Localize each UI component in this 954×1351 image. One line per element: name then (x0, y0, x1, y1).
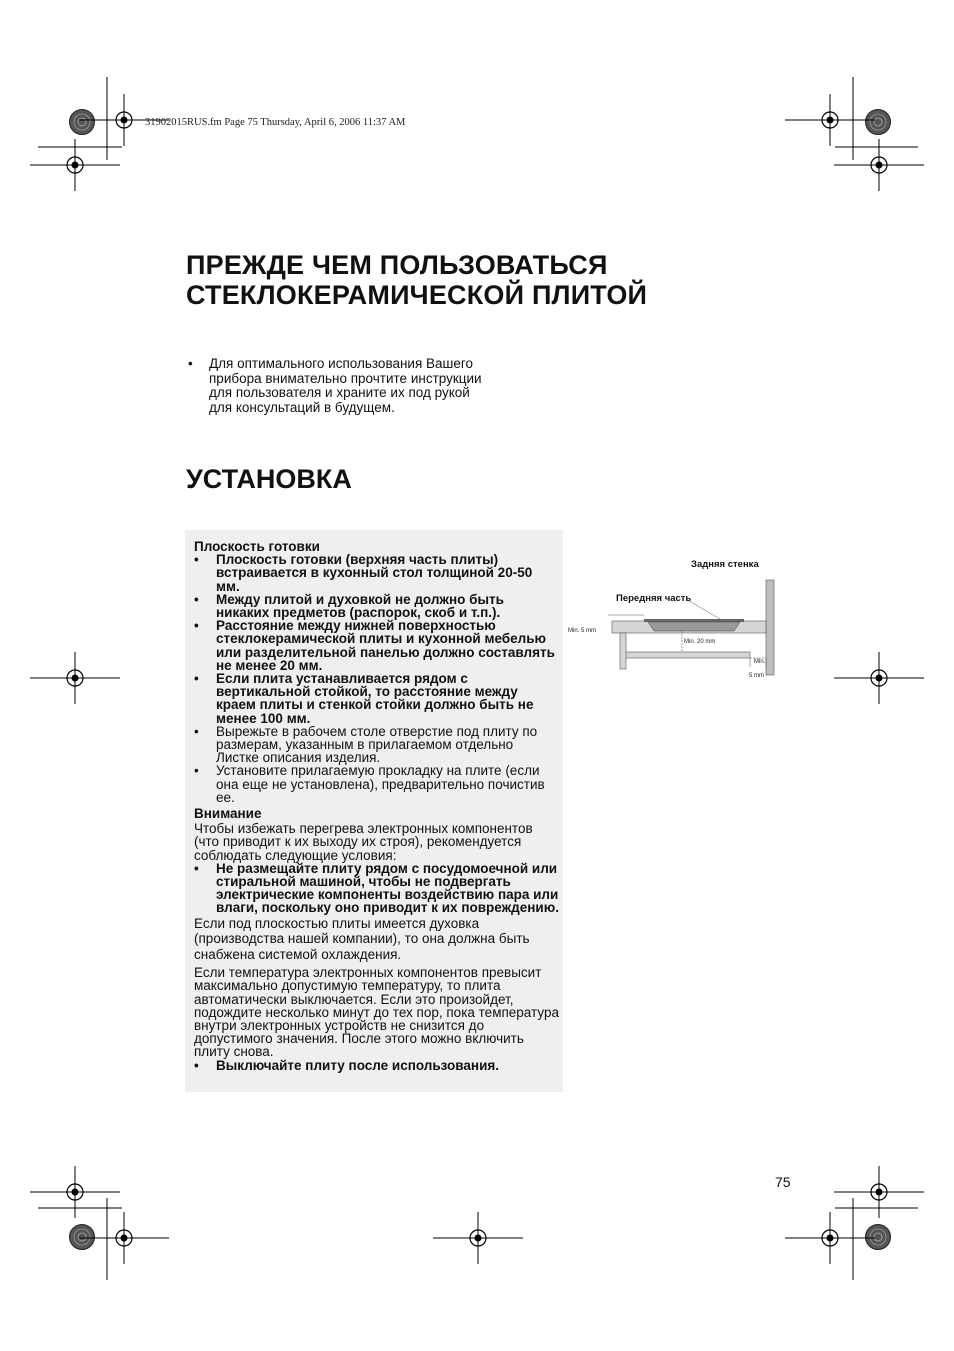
bullet: • (194, 763, 199, 779)
list-item (194, 862, 559, 915)
bullet: • (194, 1057, 199, 1073)
page-number: 75 (775, 1174, 791, 1190)
intro-item (188, 357, 488, 415)
bullet: • (188, 356, 193, 371)
bullet: • (194, 723, 199, 739)
label-5mm-right: 5 mm (749, 673, 764, 679)
page-title (186, 250, 647, 310)
page-title-line-2: СТЕКЛОКЕРАМИЧЕСКОЙ ПЛИТОЙ (186, 280, 648, 310)
installation-panel (185, 530, 563, 1092)
temperature-paragraph: Если температура электронных компонентов превысит максимально допустимую температуру, то плита автоматически выключается. Если это произойдет, подождите несколько минут до тех пор, пока температура внутри электронных устройств не снизится до допустимого значения. После этого можно включить плиту снова. (194, 965, 559, 1060)
list-item-text: Вырежьте в рабочем столе отверстие под плиту по размерам, указанным в прилагаемом отдельно Листке описания изделия. (216, 723, 538, 766)
diagram-drawing (560, 555, 790, 690)
intro-text: Для оптимального использования Вашего прибора внимательно прочтите инструкции для пользователя и храните их под рукой для консультаций в будущем. (209, 356, 482, 415)
cooktop-list (194, 553, 559, 804)
list-item (194, 593, 559, 619)
list-item (194, 764, 559, 804)
list-item (194, 1059, 559, 1072)
list-item (194, 553, 559, 593)
label-min-right: Min. (754, 659, 766, 665)
bullet: • (194, 618, 199, 634)
page-title-line-1: ПРЕЖДЕ ЧЕМ ПОЛЬЗОВАТЬСЯ (186, 250, 608, 280)
attention-text: Чтобы избежать перегрева электронных компонентов (что приводит к их выходу их строя), рекомендуется соблюдать следующие условия: (194, 821, 533, 863)
bullet: • (194, 860, 199, 876)
intro-list (188, 357, 488, 415)
label-min-20mm: Min. 20 mm (684, 639, 716, 645)
list-item (194, 725, 559, 765)
list-item-text: Плоскость готовки (верхняя часть плиты) встраивается в кухонный стол толщиной 20-50 мм. (216, 552, 533, 594)
section-title-installation: УСТАНОВКА (186, 464, 352, 494)
list-item (194, 672, 559, 725)
panel-heading-cooktop: Плоскость готовки (194, 539, 320, 554)
label-min-5mm-left: Min. 5 mm (568, 628, 597, 634)
file-header: 31902015RUS.fm Page 75 Thursday, April 6, 2006 11:37 AM (145, 117, 406, 128)
bullet: • (194, 671, 199, 687)
bullet: • (194, 591, 199, 607)
bullet: • (194, 552, 199, 568)
label-front: Передняя часть (616, 593, 692, 604)
list-item-text: Установите прилагаемую прокладку на плите (если она еще не установлена), предварительно почистив ее. (216, 763, 545, 805)
final-bullet-text: Выключайте плиту после использования. (216, 1057, 500, 1073)
list-item-text: Между плитой и духовкой не должно быть никаких предметов (распорок, скоб и т.п.). (216, 591, 504, 621)
attention-bullet-text: Не размещайте плиту рядом с посудомоечной или стиральной машиной, чтобы не подвергать электрические компоненты воздействию пара или влаги, поскольку оно приводит к их повреждению. (216, 860, 559, 916)
list-item-text: Расстояние между нижней поверхностью стеклокерамической плиты и кухонной мебелью или разделительной панелью должно составлять не менее 20 мм. (216, 618, 555, 673)
panel-heading-attention: Внимание (194, 806, 262, 822)
label-back-wall: Задняя стенка (691, 559, 759, 570)
oven-paragraph: Если под плоскостью плиты имеется духовка (производства нашей компании), то она должна быть снабжена системой охлаждения. (194, 915, 530, 962)
list-item-text: Если плита устанавливается рядом с вертикальной стойкой, то расстояние между краем плиты и стенкой стойки должно быть не менее 100 мм. (216, 671, 534, 726)
installation-diagram (560, 555, 790, 690)
list-item (194, 619, 559, 672)
